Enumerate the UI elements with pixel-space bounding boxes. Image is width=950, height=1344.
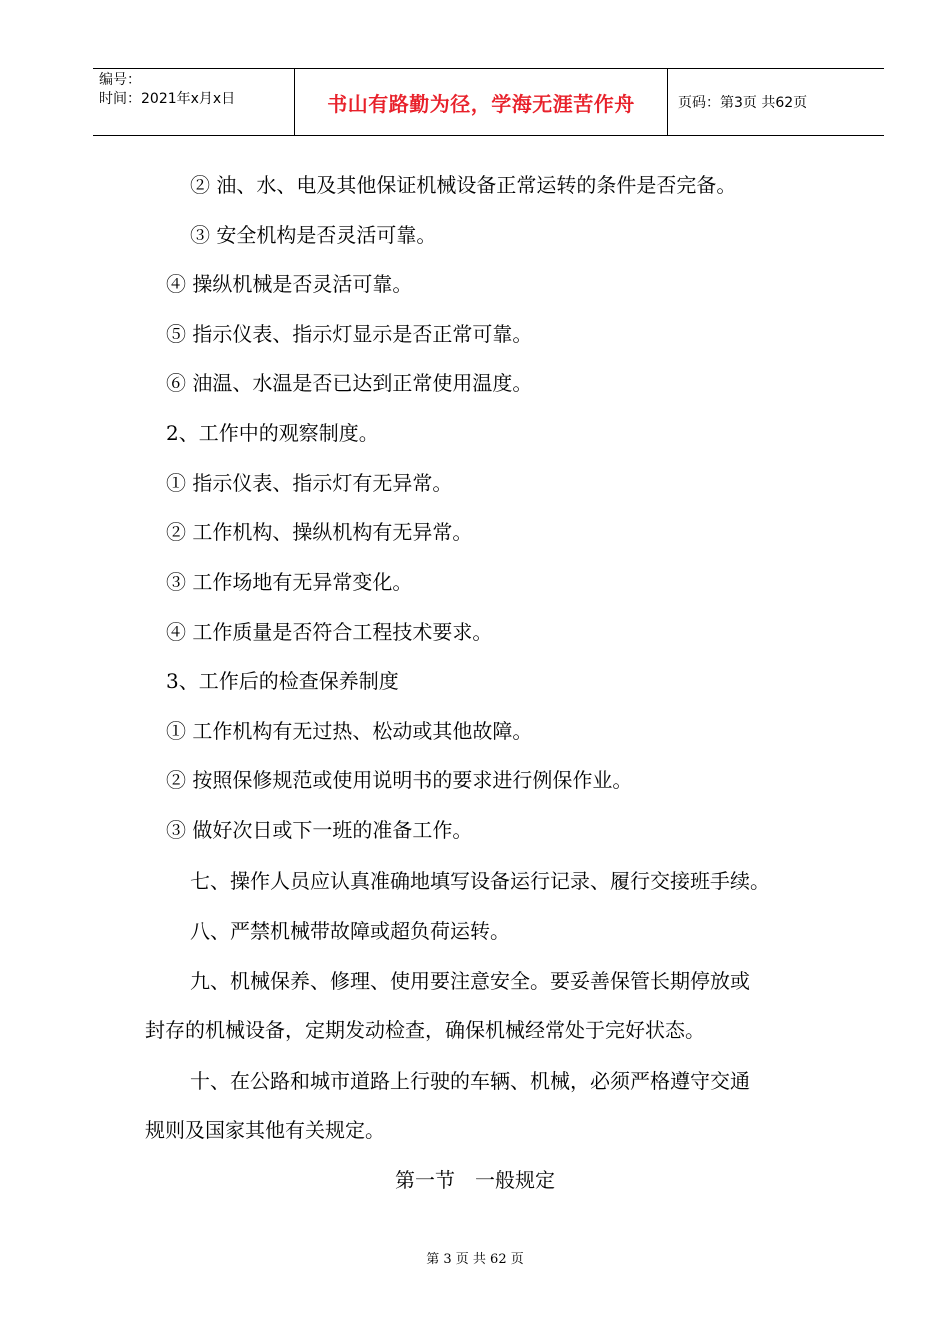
body-line: ① 工作机构有无过热、松动或其他故障。	[166, 719, 533, 743]
page-footer: 第 3 页 共 62 页	[426, 1252, 524, 1267]
header-meta	[93, 69, 295, 135]
page-header	[93, 68, 884, 136]
header-motto: 书山有路勤为径，学海无涯苦作舟	[295, 69, 668, 135]
body-line: 规则及国家其他有关规定。	[145, 1118, 385, 1142]
body-line: ⑤ 指示仪表、指示灯显示是否正常可靠。	[166, 322, 533, 346]
body-line: ⑥ 油温、水温是否已达到正常使用温度。	[166, 371, 533, 395]
body-line: 九、机械保养、修理、使用要注意安全。要妥善保管长期停放或	[190, 969, 750, 993]
document-date: 时间：2021年x月x日	[99, 91, 236, 107]
body-line: ① 指示仪表、指示灯有无异常。	[166, 471, 453, 495]
body-line: 十、在公路和城市道路上行驶的车辆、机械，必须严格遵守交通	[190, 1069, 750, 1093]
section-heading: 3、工作后的检查保养制度	[166, 669, 399, 693]
body-line: ④ 工作质量是否符合工程技术要求。	[166, 620, 493, 644]
body-line: 八、严禁机械带故障或超负荷运转。	[190, 919, 510, 943]
body-line: ③ 做好次日或下一班的准备工作。	[166, 818, 473, 842]
body-line: ③ 安全机构是否灵活可靠。	[190, 223, 437, 247]
body-line: ③ 工作场地有无异常变化。	[166, 570, 413, 594]
body-line: 封存的机械设备，定期发动检查，确保机械经常处于完好状态。	[145, 1018, 705, 1042]
section-heading: 2、工作中的观察制度。	[166, 421, 379, 445]
body-line: 七、操作人员应认真准确地填写设备运行记录、履行交接班手续。	[190, 869, 770, 893]
body-line: ② 油、水、电及其他保证机械设备正常运转的条件是否完备。	[190, 173, 737, 197]
header-page-info: 页码：第3页 共62页	[678, 95, 808, 111]
document-number: 编号：	[99, 72, 141, 88]
body-line: ④ 操纵机械是否灵活可靠。	[166, 272, 413, 296]
chapter-title: 第一节 一般规定	[395, 1168, 555, 1192]
body-line: ② 按照保修规范或使用说明书的要求进行例保作业。	[166, 768, 633, 792]
body-line: ② 工作机构、操纵机构有无异常。	[166, 520, 473, 544]
